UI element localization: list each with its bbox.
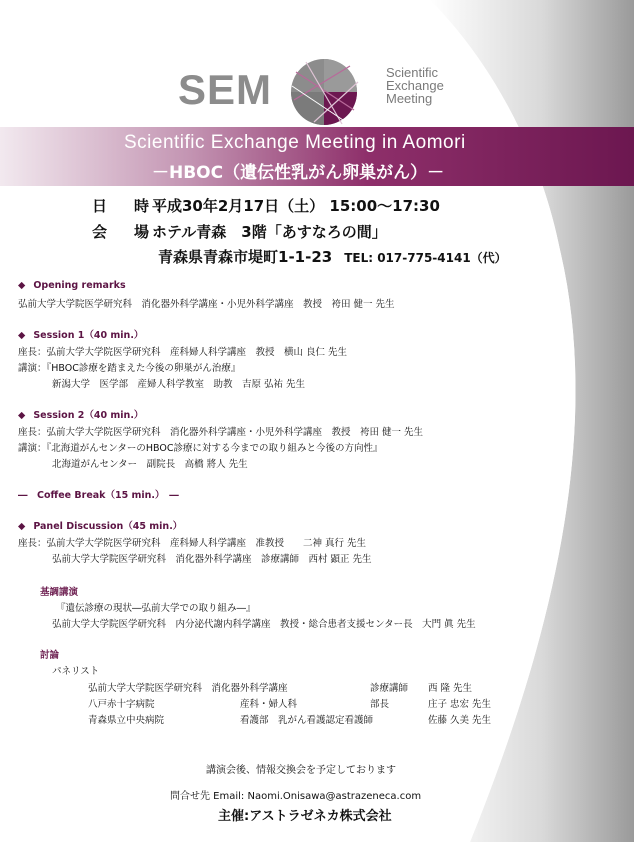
panelist-affiliation: 八戸赤十字病院 [88, 699, 155, 710]
panelist-name: 佐藤 久美 先生 [428, 715, 492, 726]
session1-chair: 座長：弘前大学大学院医学研究科 産科婦人科学講座 教授 横山 良仁 先生 [18, 347, 348, 358]
reception-notice: 講演会後、情報交換会を予定しております [206, 765, 396, 776]
event-address [158, 246, 507, 267]
venue-tel: TEL: 017-775-4141（代） [344, 251, 507, 265]
venue-value: ホテル青森 3階「あすなろの間」 [152, 223, 387, 241]
panel-heading [18, 518, 182, 532]
panel-chair2: 弘前大学大学院医学研究科 消化器外科学講座 診療講師 西村 顕正 先生 [52, 554, 372, 565]
session1-heading [18, 327, 143, 341]
logo-tagline-line3: Meeting [386, 91, 433, 106]
address-text: 青森県青森市堤町1-1-23 [158, 248, 333, 266]
panelist-affiliation: 青森県立中央病院 [88, 715, 165, 726]
panel-chair1: 座長：弘前大学大学院医学研究科 産科婦人科学講座 准教授 二神 真行 先生 [18, 538, 367, 549]
opening-title: Opening remarks [33, 280, 126, 291]
panelist-role: 部長 [370, 699, 390, 710]
diamond-bullet-icon: ◆ [18, 330, 26, 341]
contact-email: 問合せ先 Email: Naomi.Onisawa@astrazeneca.com [170, 791, 422, 802]
panelists-label: パネリスト [52, 666, 100, 677]
date-value: 平成30年2月17日（土） 15:00～17:30 [152, 197, 440, 215]
session2-speaker: 北海道がんセンター 副院長 高橋 將人 先生 [52, 459, 248, 470]
keynote-heading: 基調講演 [40, 587, 79, 598]
diamond-bullet-icon: ◆ [18, 410, 26, 421]
session2-chair: 座長：弘前大学大学院医学研究科 消化器外科学講座・小児外科学講座 教授 袴田 健一 先生 [18, 427, 424, 438]
event-venue [92, 221, 387, 242]
session2-lecture: 講演：『北海道がんセンターのHBOC診療に対する今までの取り組みと今後の方向性』 [18, 443, 383, 454]
panelist-affiliation: 弘前大学大学院医学研究科 消化器外科学講座 [88, 683, 288, 694]
meeting-title: Scientific Exchange Meeting in Aomori [124, 132, 466, 153]
sem-emblem-icon [284, 52, 364, 132]
session2-heading [18, 407, 143, 421]
event-date [92, 195, 440, 216]
session2-title: Session 2（40 min.） [33, 410, 144, 421]
panelist-department: 産科・婦人科 [240, 699, 298, 710]
date-label: 日 時： [92, 197, 177, 215]
host-organizer: 主催:アストラゼネカ株式会社 [218, 809, 392, 824]
keynote-title: 『遺伝診療の現状―弘前大学での取り組み―』 [56, 603, 256, 614]
coffee-break: ― Coffee Break（15 min.） ― [18, 490, 179, 501]
diamond-bullet-icon: ◆ [18, 521, 26, 532]
title-banner [0, 127, 634, 186]
session1-lecture: 講演：『HBOC診療を踏まえた今後の卵巣がん治療』 [18, 363, 241, 374]
logo-tagline-line2: Exchange [386, 78, 444, 93]
sem-logo [178, 52, 508, 122]
opening-speaker: 弘前大学大学院医学研究科 消化器外科学講座・小児外科学講座 教授 袴田 健一 先生 [18, 299, 395, 310]
logo-tagline-line1: Scientific [386, 65, 439, 80]
panel-title: Panel Discussion（45 min.） [33, 521, 183, 532]
discussion-heading: 討論 [40, 650, 60, 661]
panelist-role: 診療講師 [370, 683, 409, 694]
meeting-subtitle: －HBOC（遺伝性乳がん卵巣がん）－ [152, 163, 445, 183]
panelist-name: 庄子 忠宏 先生 [428, 699, 492, 710]
keynote-speaker: 弘前大学大学院医学研究科 内分泌代謝内科学講座 教授・総合患者支援センター長 大門 眞 先生 [52, 619, 476, 630]
diamond-bullet-icon: ◆ [18, 280, 26, 291]
session1-title: Session 1（40 min.） [33, 330, 144, 341]
logo-tagline [386, 66, 444, 105]
logo-sem-text: SEM [178, 66, 273, 113]
venue-label: 会 場： [92, 223, 177, 241]
opening-heading [18, 280, 126, 291]
session1-speaker: 新潟大学 医学部 産婦人科学教室 助教 吉原 弘祐 先生 [52, 379, 306, 390]
panelist-name: 西 隆 先生 [428, 683, 473, 694]
panelist-department: 看護部 乳がん看護認定看護師 [240, 715, 374, 726]
